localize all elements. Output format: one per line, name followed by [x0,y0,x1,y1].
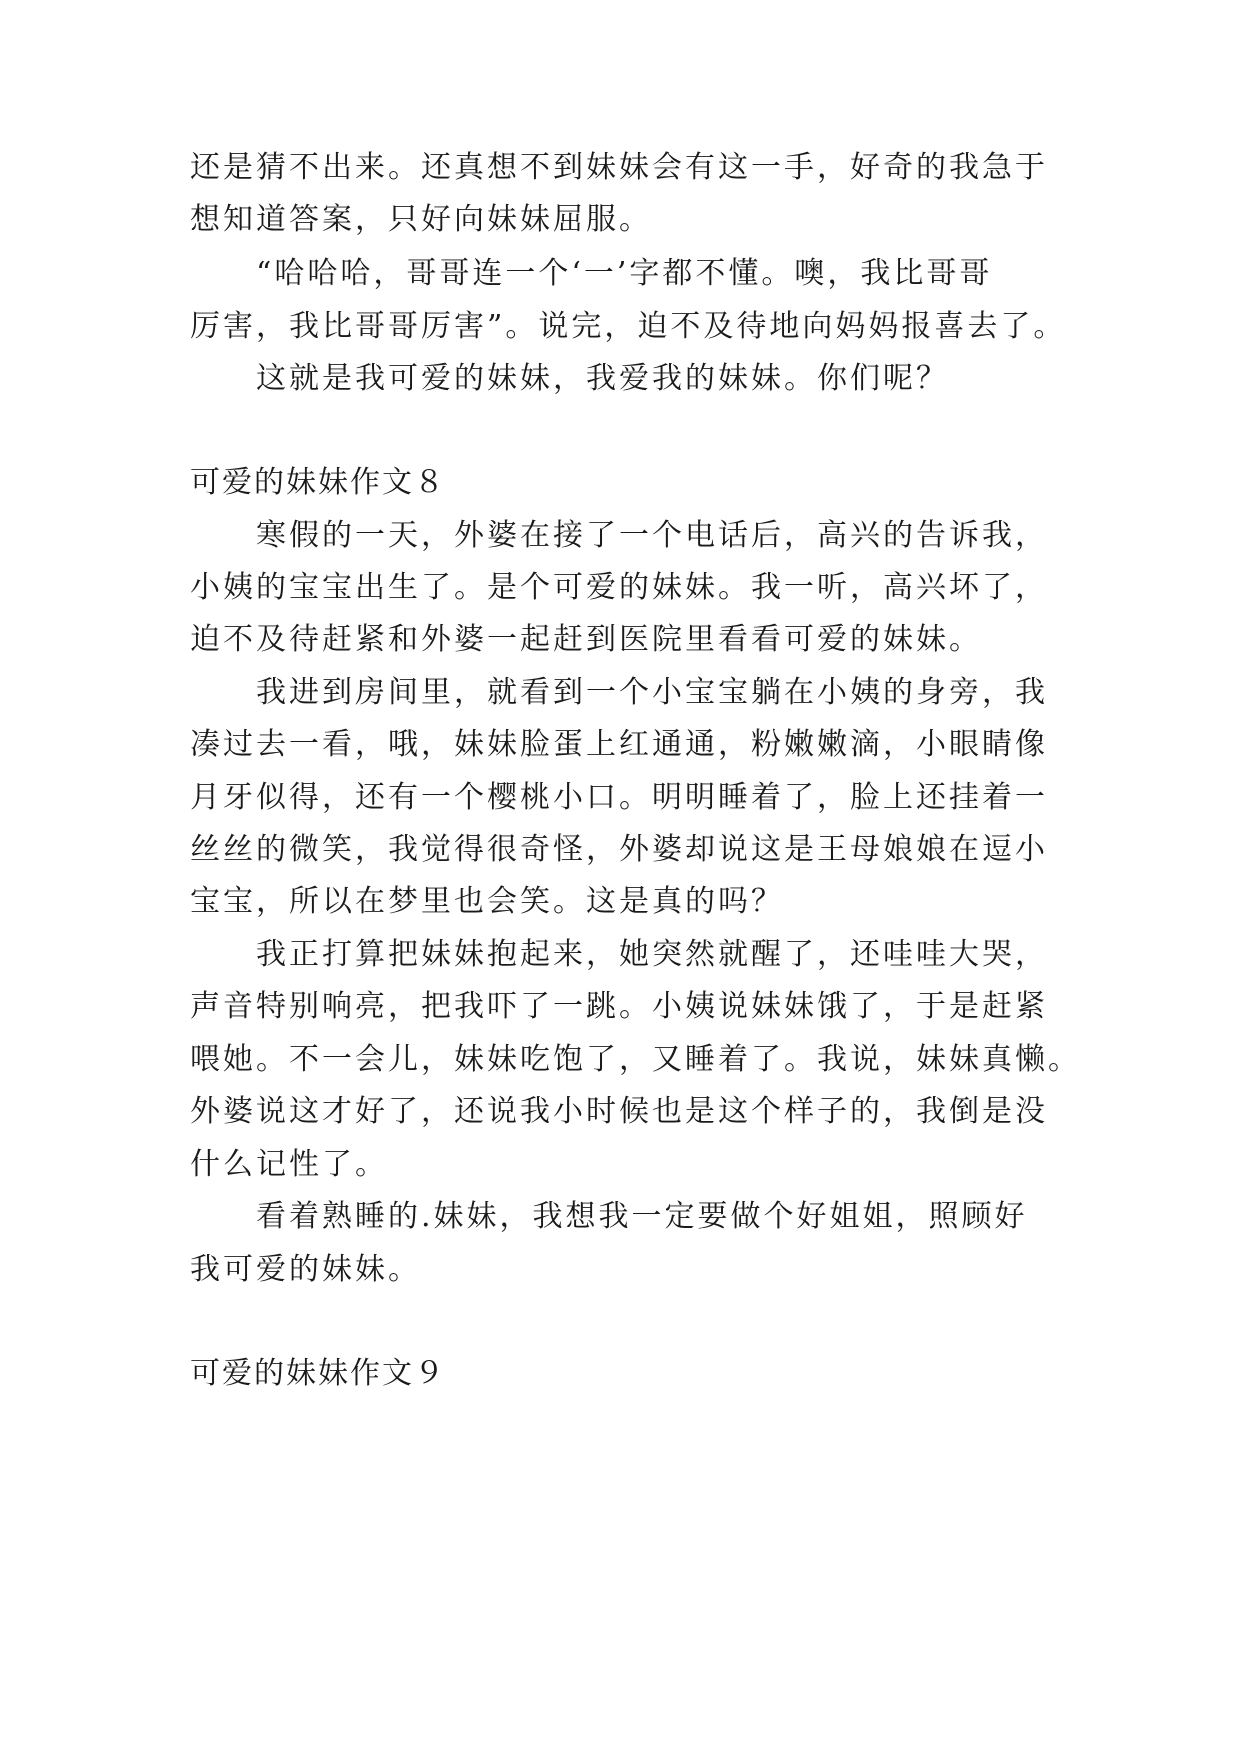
paragraph-line: 外婆说这才好了，还说我小时候也是这个样子的，我倒是没 [190,1094,1048,1129]
paragraph-line: 我正打算把妹妹抱起来，她突然就醒了，还哇哇大哭， [256,937,1048,972]
section-heading: 可爱的妹妹作文９ [190,1356,446,1391]
paragraph-line: 丝丝的微笑，我觉得很奇怪，外婆却说这是王母娘娘在逗小 [190,832,1048,867]
paragraph-line: 凑过去一看，哦，妹妹脸蛋上红通通，粉嫩嫩滴，小眼睛像 [190,727,1048,762]
paragraph-line: 还是猜不出来。还真想不到妹妹会有这一手，好奇的我急于 [190,150,1048,185]
paragraph-line: 喂她。不一会儿，妹妹吃饱了，又睡着了。我说，妹妹真懒。 [190,1042,1081,1077]
paragraph-line: “哈哈哈，哥哥连一个‘一’字都不懂。噢，我比哥哥 [256,256,993,291]
paragraph-line: 迫不及待赶紧和外婆一起赶到医院里看看可爱的妹妹。 [190,622,982,657]
paragraph-line: 宝宝，所以在梦里也会笑。这是真的吗？ [190,884,784,919]
paragraph-line: 什么记性了。 [190,1147,388,1182]
paragraph-line: 这就是我可爱的妹妹，我爱我的妹妹。你们呢？ [256,361,949,396]
paragraph-line: 我可爱的妹妹。 [190,1252,421,1287]
section-heading: 可爱的妹妹作文８ [190,465,446,500]
paragraph-line: 看着熟睡的.妹妹，我想我一定要做个好姐姐，照顾好 [256,1199,1028,1234]
paragraph-line: 月牙似得，还有一个樱桃小口。明明睡着了，脸上还挂着一 [190,780,1048,815]
paragraph-line: 小姨的宝宝出生了。是个可爱的妹妹。我一听，高兴坏了， [190,570,1048,605]
paragraph-line: 寒假的一天，外婆在接了一个电话后，高兴的告诉我， [256,518,1048,553]
paragraph-line: 声音特别响亮，把我吓了一跳。小姨说妹妹饿了，于是赶紧 [190,989,1048,1024]
paragraph-line: 我进到房间里，就看到一个小宝宝躺在小姨的身旁，我 [256,675,1048,710]
paragraph-line: 想知道答案，只好向妹妹屈服。 [190,202,652,237]
paragraph-line: 厉害，我比哥哥厉害”。说完，迫不及待地向妈妈报喜去了。 [190,309,1067,344]
